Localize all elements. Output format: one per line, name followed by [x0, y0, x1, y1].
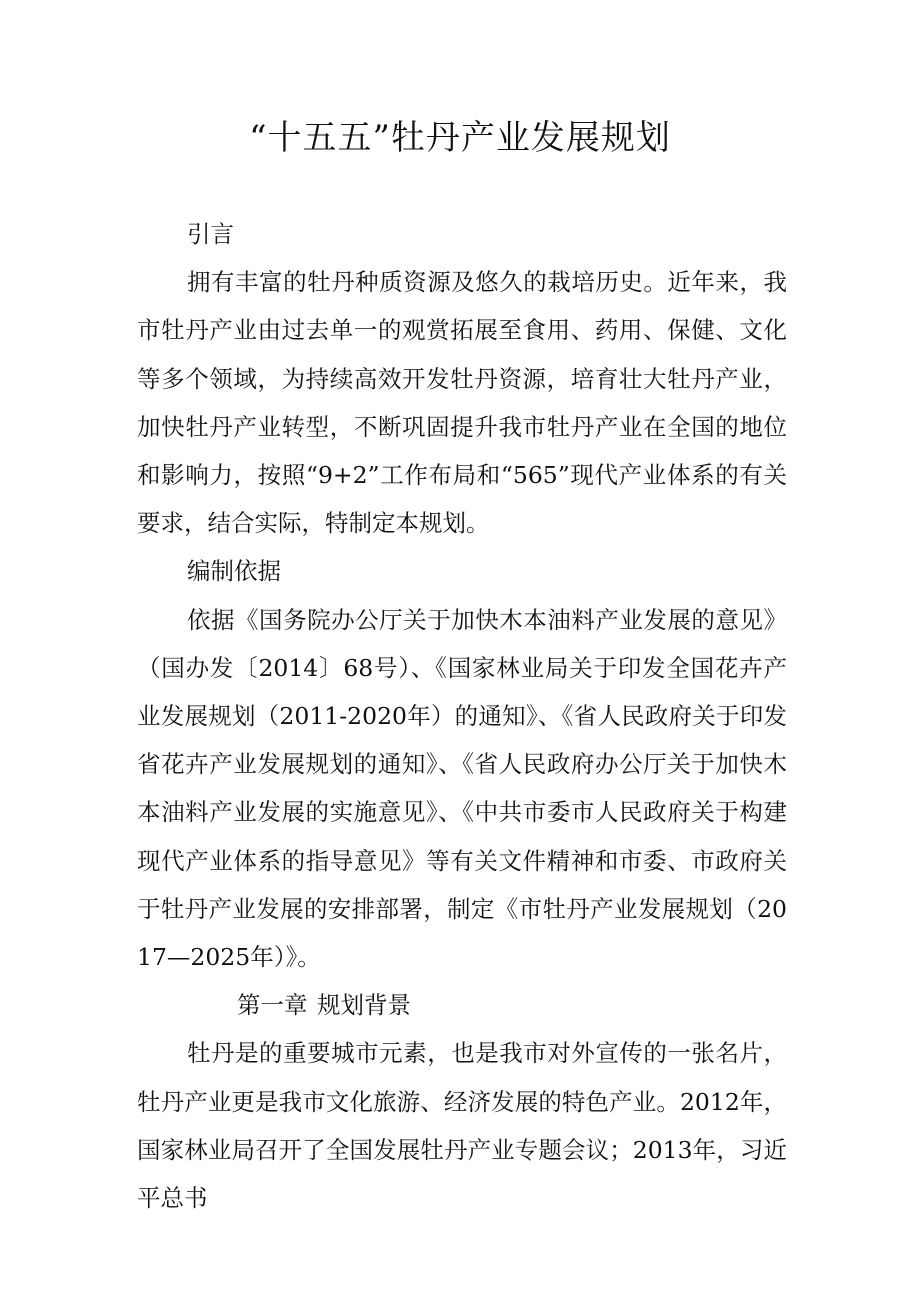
intro-paragraph: 拥有丰富的牡丹种质资源及悠久的栽培历史。近年来，我市牡丹产业由过去单一的观赏拓展至食用、药用、保健、文化等多个领域，为持续高效开发牡丹资源，培育壮大牡丹产业，加快牡丹产业转型，不断巩固提升我市牡丹产业在全国的地位和影响力，按照“9+2”工作布局和“565”现代产业体系的有关要求，结合实际，特制定本规划。	[137, 268, 787, 538]
document-title: “十五五”牡丹产业发展规划	[249, 118, 671, 158]
document-body	[137, 210, 787, 1222]
basis-paragraph: 依据《国务院办公厅关于加快木本油料产业发展的意见》（国办发〔2014〕68号）、《国家林业局关于印发全国花卉产业发展规划（2011-2020年）的通知》、《省人民政府关于印发省花卉产业发展规划的通知》、《省人民政府办公厅关于加快木本油料产业发展的实施意见》、《中共市委市人民政府关于构建现代产业体系的指导意见》等有关文件精神和市委、市政府关于牡丹产业发展的安排部署，制定《市牡丹产业发展规划（2017—2025年）》。	[137, 605, 787, 972]
chapter-1-heading	[137, 981, 787, 1029]
chapter-1-number: 第一章	[237, 991, 308, 1020]
intro-heading: 引言	[187, 220, 234, 248]
chapter-1-paragraph: 牡丹是的重要城市元素，也是我市对外宣传的一张名片，牡丹产业更是我市文化旅游、经济发展的特色产业。2012年，国家林业局召开了全国发展牡丹产业专题会议；2013年，习近平总书	[137, 1039, 787, 1213]
basis-heading: 编制依据	[187, 557, 281, 586]
chapter-1-title: 规划背景	[317, 991, 411, 1020]
